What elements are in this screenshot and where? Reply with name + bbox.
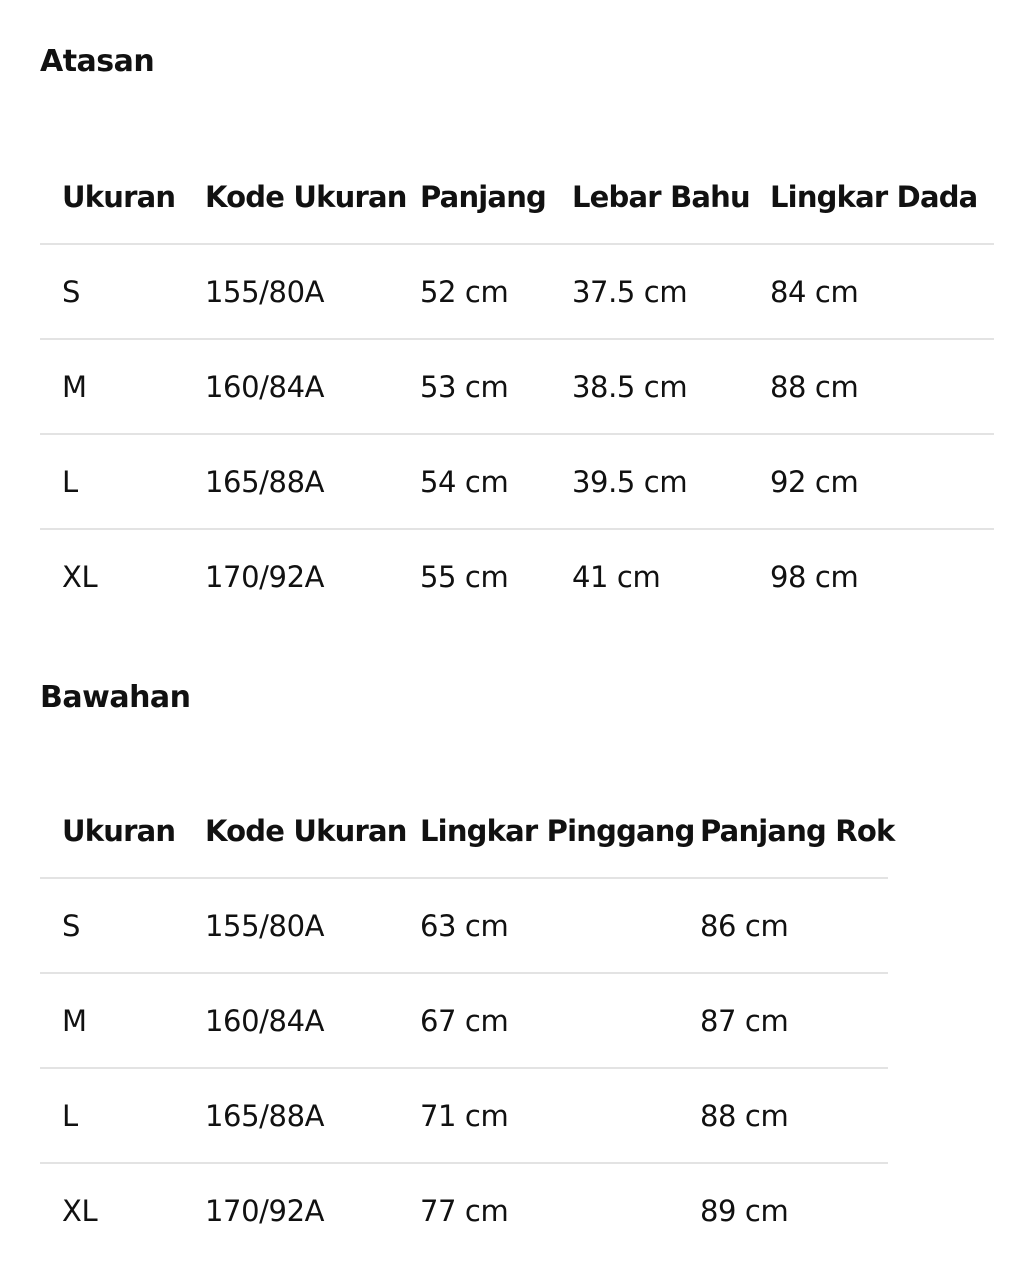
table-cell: 71 cm [398, 1068, 678, 1163]
column-header-lingkar-dada: Lingkar Dada [748, 150, 994, 244]
table-cell: 54 cm [398, 434, 550, 529]
table-row [40, 339, 994, 434]
table-cell: 160/84A [183, 339, 398, 434]
table-row [40, 878, 888, 973]
column-header-kode-ukuran: Kode Ukuran [183, 784, 398, 878]
table-row [40, 1068, 888, 1163]
section-title-atasan: Atasan [40, 44, 155, 79]
table-cell: 55 cm [420, 559, 509, 594]
table-cell: 41 cm [572, 559, 661, 594]
table-cell: 165/88A [183, 434, 398, 529]
table-cell: 84 cm [748, 244, 994, 339]
column-header-panjang-rok: Panjang Rok [678, 784, 888, 878]
column-header-kode-ukuran: Kode Ukuran [183, 150, 398, 244]
table-cell: 165/88A [183, 1068, 398, 1163]
table-cell: 53 cm [398, 339, 550, 434]
table-cell: 92 cm [748, 434, 994, 529]
table-cell: 155/80A [183, 878, 398, 973]
table-header-row [40, 784, 888, 878]
table-cell: S [40, 244, 183, 339]
table-cell: M [40, 973, 183, 1068]
table-row [40, 529, 994, 623]
table-cell: 86 cm [678, 878, 888, 973]
table-cell: 63 cm [398, 878, 678, 973]
table-cell: 67 cm [398, 973, 678, 1068]
table-cell: XL [62, 1193, 98, 1228]
table-row [40, 973, 888, 1068]
table-cell: L [40, 434, 183, 529]
table-cell: XL [62, 559, 98, 594]
table-cell: 87 cm [678, 973, 888, 1068]
table-cell: S [40, 878, 183, 973]
table-cell: 52 cm [398, 244, 550, 339]
atasan-size-table [40, 150, 994, 623]
table-row [40, 1163, 888, 1257]
table-cell: 37.5 cm [550, 244, 748, 339]
column-header-lebar-bahu: Lebar Bahu [550, 150, 748, 244]
table-cell: 170/92A [205, 1193, 325, 1228]
table-cell: 155/80A [183, 244, 398, 339]
table-cell: L [40, 1068, 183, 1163]
table-cell: 77 cm [420, 1193, 509, 1228]
table-cell: 39.5 cm [550, 434, 748, 529]
table-cell: 88 cm [748, 339, 994, 434]
section-title-bawahan: Bawahan [40, 680, 191, 715]
table-row [40, 244, 994, 339]
column-header-ukuran: Ukuran [40, 784, 183, 878]
table-cell: M [40, 339, 183, 434]
bawahan-size-table [40, 784, 895, 1257]
table-cell: 38.5 cm [550, 339, 748, 434]
table-cell: 89 cm [700, 1193, 789, 1228]
table-row [40, 434, 994, 529]
table-cell: 88 cm [678, 1068, 888, 1163]
table-cell: 170/92A [205, 559, 325, 594]
table-header-row [40, 150, 994, 244]
column-header-panjang: Panjang [398, 150, 550, 244]
table-cell: 160/84A [183, 973, 398, 1068]
column-header-lingkar-pinggang: Lingkar Pinggang [398, 784, 678, 878]
column-header-ukuran: Ukuran [40, 150, 183, 244]
table-cell: 98 cm [770, 559, 859, 594]
